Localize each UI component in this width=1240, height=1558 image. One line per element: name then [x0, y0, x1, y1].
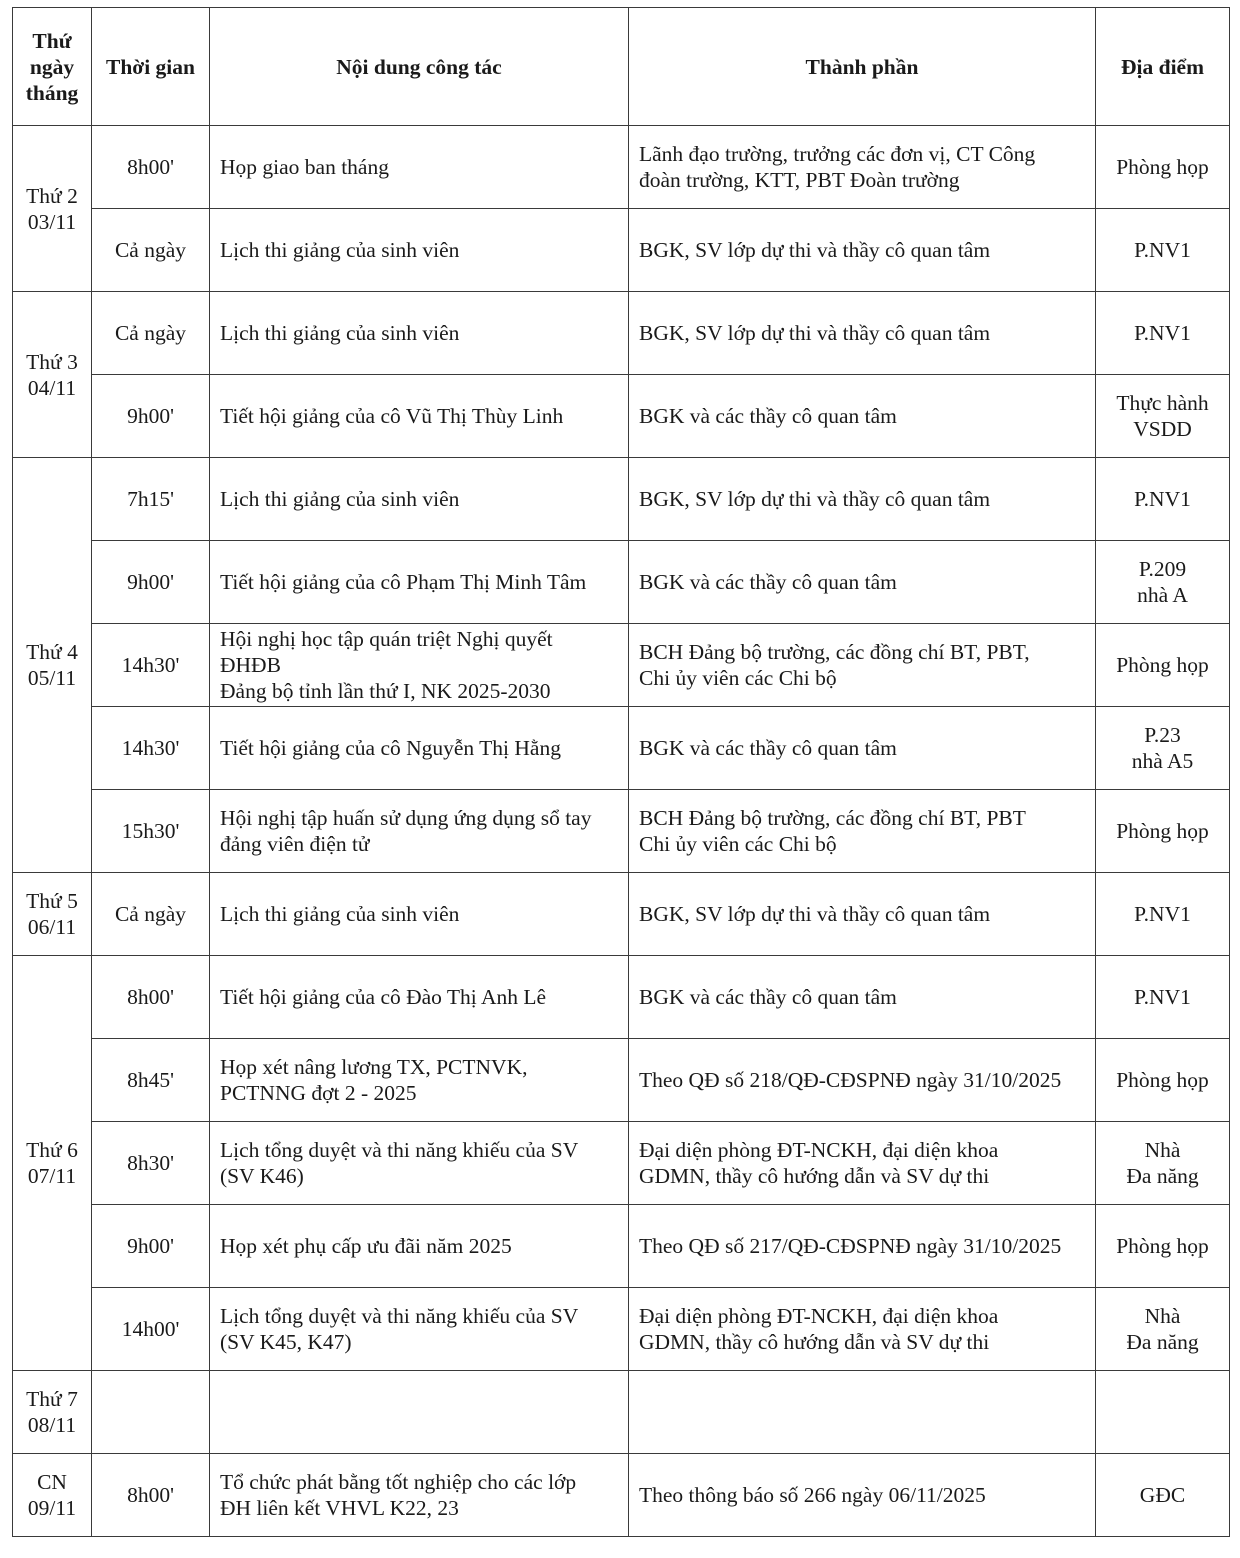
- day-cell: Thứ 2 03/11: [13, 126, 92, 292]
- location-cell: Nhà Đa năng: [1096, 1288, 1230, 1371]
- location-cell: P.209 nhà A: [1096, 541, 1230, 624]
- participants-cell: [629, 1371, 1096, 1454]
- table-row: [13, 624, 1230, 707]
- table-row: [13, 1371, 1230, 1454]
- time-cell: 8h00': [92, 126, 210, 209]
- location-cell: P.NV1: [1096, 956, 1230, 1039]
- participants-cell: BCH Đảng bộ trường, các đồng chí BT, PBT, Chi ủy viên các Chi bộ: [629, 624, 1096, 707]
- table-row: [13, 1288, 1230, 1371]
- header-location: Địa điểm: [1096, 8, 1230, 126]
- day-cell: Thứ 7 08/11: [13, 1371, 92, 1454]
- participants-cell: Theo thông báo số 266 ngày 06/11/2025: [629, 1454, 1096, 1537]
- time-cell: Cả ngày: [92, 209, 210, 292]
- table-row: [13, 790, 1230, 873]
- header-content: Nội dung công tác: [210, 8, 629, 126]
- participants-cell: Đại diện phòng ĐT-NCKH, đại diện khoa GDMN, thầy cô hướng dẫn và SV dự thi: [629, 1288, 1096, 1371]
- time-cell: Cả ngày: [92, 873, 210, 956]
- time-cell: 9h00': [92, 375, 210, 458]
- participants-cell: Theo QĐ số 218/QĐ-CĐSPNĐ ngày 31/10/2025: [629, 1039, 1096, 1122]
- participants-cell: Lãnh đạo trường, trưởng các đơn vị, CT Công đoàn trường, KTT, PBT Đoàn trường: [629, 126, 1096, 209]
- location-cell: Nhà Đa năng: [1096, 1122, 1230, 1205]
- time-cell: 9h00': [92, 1205, 210, 1288]
- table-row: [13, 1205, 1230, 1288]
- content-cell: Lịch thi giảng của sinh viên: [210, 458, 629, 541]
- table-row: [13, 873, 1230, 956]
- content-cell: [210, 1371, 629, 1454]
- table-row: [13, 707, 1230, 790]
- time-cell: 8h45': [92, 1039, 210, 1122]
- participants-cell: BGK và các thầy cô quan tâm: [629, 541, 1096, 624]
- time-cell: 8h00': [92, 1454, 210, 1537]
- location-cell: P.NV1: [1096, 209, 1230, 292]
- content-cell: Tiết hội giảng của cô Đào Thị Anh Lê: [210, 956, 629, 1039]
- header-day: Thứ ngày tháng: [13, 8, 92, 126]
- table-row: [13, 1039, 1230, 1122]
- content-cell: Lịch thi giảng của sinh viên: [210, 873, 629, 956]
- location-cell: Phòng họp: [1096, 1205, 1230, 1288]
- location-cell: P.23 nhà A5: [1096, 707, 1230, 790]
- participants-cell: BGK, SV lớp dự thi và thầy cô quan tâm: [629, 873, 1096, 956]
- table-row: [13, 458, 1230, 541]
- content-cell: Hội nghị tập huấn sử dụng ứng dụng sổ tay đảng viên điện tử: [210, 790, 629, 873]
- schedule-body: [13, 126, 1230, 1537]
- time-cell: 15h30': [92, 790, 210, 873]
- time-cell: 7h15': [92, 458, 210, 541]
- location-cell: GĐC: [1096, 1454, 1230, 1537]
- table-row: [13, 126, 1230, 209]
- location-cell: P.NV1: [1096, 292, 1230, 375]
- time-cell: 14h00': [92, 1288, 210, 1371]
- content-cell: Lịch tổng duyệt và thi năng khiếu của SV (SV K46): [210, 1122, 629, 1205]
- participants-cell: Đại diện phòng ĐT-NCKH, đại diện khoa GDMN, thầy cô hướng dẫn và SV dự thi: [629, 1122, 1096, 1205]
- participants-cell: BGK và các thầy cô quan tâm: [629, 956, 1096, 1039]
- content-cell: Lịch thi giảng của sinh viên: [210, 209, 629, 292]
- header-time: Thời gian: [92, 8, 210, 126]
- day-cell: Thứ 6 07/11: [13, 956, 92, 1371]
- table-row: [13, 1122, 1230, 1205]
- participants-cell: BGK, SV lớp dự thi và thầy cô quan tâm: [629, 209, 1096, 292]
- time-cell: 9h00': [92, 541, 210, 624]
- location-cell: Phòng họp: [1096, 1039, 1230, 1122]
- content-cell: Tiết hội giảng của cô Vũ Thị Thùy Linh: [210, 375, 629, 458]
- table-row: [13, 292, 1230, 375]
- content-cell: Họp xét nâng lương TX, PCTNVK, PCTNNG đợt 2 - 2025: [210, 1039, 629, 1122]
- work-schedule-table: [12, 7, 1230, 1537]
- participants-cell: BCH Đảng bộ trường, các đồng chí BT, PBT Chi ủy viên các Chi bộ: [629, 790, 1096, 873]
- content-cell: Tiết hội giảng của cô Nguyễn Thị Hằng: [210, 707, 629, 790]
- table-row: [13, 541, 1230, 624]
- location-cell: Phòng họp: [1096, 790, 1230, 873]
- header-row: [13, 8, 1230, 126]
- time-cell: [92, 1371, 210, 1454]
- table-row: [13, 956, 1230, 1039]
- content-cell: Hội nghị học tập quán triệt Nghị quyết ĐHĐB Đảng bộ tỉnh lần thứ I, NK 2025-2030: [210, 624, 629, 707]
- content-cell: Lịch thi giảng của sinh viên: [210, 292, 629, 375]
- participants-cell: BGK và các thầy cô quan tâm: [629, 707, 1096, 790]
- time-cell: 14h30': [92, 624, 210, 707]
- table-row: [13, 209, 1230, 292]
- day-cell: Thứ 4 05/11: [13, 458, 92, 873]
- location-cell: P.NV1: [1096, 873, 1230, 956]
- location-cell: P.NV1: [1096, 458, 1230, 541]
- time-cell: 8h00': [92, 956, 210, 1039]
- table-row: [13, 1454, 1230, 1537]
- participants-cell: Theo QĐ số 217/QĐ-CĐSPNĐ ngày 31/10/2025: [629, 1205, 1096, 1288]
- header-participants: Thành phần: [629, 8, 1096, 126]
- location-cell: Phòng họp: [1096, 624, 1230, 707]
- content-cell: Lịch tổng duyệt và thi năng khiếu của SV (SV K45, K47): [210, 1288, 629, 1371]
- location-cell: Phòng họp: [1096, 126, 1230, 209]
- table-row: [13, 375, 1230, 458]
- time-cell: Cả ngày: [92, 292, 210, 375]
- location-cell: Thực hành VSDD: [1096, 375, 1230, 458]
- day-cell: Thứ 3 04/11: [13, 292, 92, 458]
- day-cell: CN 09/11: [13, 1454, 92, 1537]
- content-cell: Tiết hội giảng của cô Phạm Thị Minh Tâm: [210, 541, 629, 624]
- content-cell: Họp xét phụ cấp ưu đãi năm 2025: [210, 1205, 629, 1288]
- location-cell: [1096, 1371, 1230, 1454]
- participants-cell: BGK, SV lớp dự thi và thầy cô quan tâm: [629, 458, 1096, 541]
- time-cell: 8h30': [92, 1122, 210, 1205]
- content-cell: Họp giao ban tháng: [210, 126, 629, 209]
- participants-cell: BGK, SV lớp dự thi và thầy cô quan tâm: [629, 292, 1096, 375]
- content-cell: Tổ chức phát bằng tốt nghiệp cho các lớp ĐH liên kết VHVL K22, 23: [210, 1454, 629, 1537]
- day-cell: Thứ 5 06/11: [13, 873, 92, 956]
- participants-cell: BGK và các thầy cô quan tâm: [629, 375, 1096, 458]
- time-cell: 14h30': [92, 707, 210, 790]
